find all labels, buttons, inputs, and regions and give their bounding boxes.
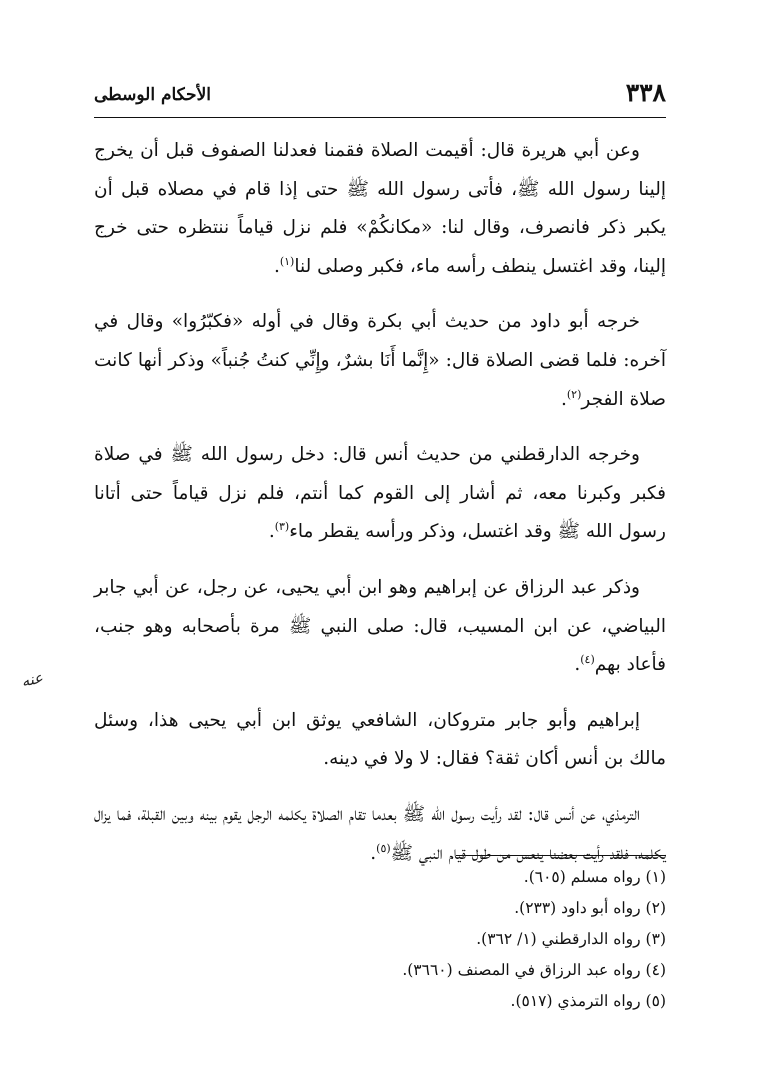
footnotes-list — [94, 862, 666, 1017]
paragraph-abu-dawud — [94, 303, 666, 419]
paragraph-narrator-critique — [94, 702, 666, 779]
footnote-marker: (٣) — [274, 520, 290, 534]
paragraph-text: وخرجه الدارقطني من حديث أنس قال: دخل رسول الله ﷺ في صلاة فكبر وكبرنا معه، ثم أشار إلى القوم كما أنتم، فلم نزل قياماً حتى أتانا رسول الله ﷺ وقد اغتسل، وذكر ورأسه يقطر ماء — [94, 444, 666, 543]
footnote-item: (٢) رواه أبو داود (٢٣٣). — [514, 899, 666, 917]
footnote-marker: (٢) — [566, 387, 582, 401]
footnote-divider — [456, 855, 666, 856]
paragraph-text: خرجه أبو داود من حديث أبي بكرة وقال في أوله «فكبّرُوا» وقال في آخره: فلما قضى الصلاة قال: «إِنَّما أَنَا بشرٌ، وإِنِّي كنتُ جُنباً» وذكر أنها كانت صلاة الفجر — [94, 311, 666, 410]
paragraph-end: . — [273, 255, 280, 277]
footnote-item: (١) رواه مسلم (٦٠٥). — [523, 868, 666, 886]
footnote-marker: (٤) — [580, 652, 595, 666]
footnote-item: (٣) رواه الدارقطني (١/ ٣٦٢). — [476, 930, 666, 948]
paragraph-text: وعن أبي هريرة قال: أقيمت الصلاة فقمنا فعدلنا الصفوف قبل أن يخرج إلينا رسول الله ﷺ، فأتى رسول الله ﷺ حتى إذا قام في مصلاه قبل أن يكبر ذكر فانصرف، وقال لنا: «مكانكُمْ» فلم نزل قياماً ننتظره حتى خرج إلينا، وقد اغتسل ينطف رأسه ماء، فكبر وصلى لنا — [94, 140, 666, 277]
footnote-marker: (٥) — [376, 841, 391, 855]
paragraph-text: إبراهيم وأبو جابر متروكان، الشافعي يوثق ابن أبي يحيى هذا، وسئل مالك بن أنس أكان ثقة؟ فقال: لا ولا في دينه — [94, 709, 666, 770]
paragraph-text: الترمذي، عن أنس قال: لقد رأيت رسول الله ﷺ بعدما تقام الصلاة يكلمه الرجل يقوم بينه وبين القبلة، فما يزال يكلمه، فلقد رأيت بعضنا ينعس من طول قيام النبي ﷺ — [94, 803, 666, 864]
page-header — [94, 78, 666, 114]
paragraph-end: . — [323, 748, 330, 770]
paragraph-end: . — [574, 654, 581, 676]
running-title: الأحكام الوسطى — [94, 85, 211, 105]
header-divider — [94, 117, 666, 118]
paragraph-daraqutni — [94, 436, 666, 552]
paragraph-abd-al-razzaq — [94, 569, 666, 685]
paragraph-end: . — [268, 521, 275, 543]
paragraph-end: . — [560, 388, 567, 410]
paragraph-abu-hurayra — [94, 132, 666, 286]
main-text — [94, 132, 666, 890]
paragraph-end: . — [370, 842, 377, 864]
paragraph-text: وذكر عبد الرزاق عن إبراهيم وهو ابن أبي يحيى، عن رجل، عن أبي جابر البياضي، عن ابن المسيب، قال: صلى النبي ﷺ مرة بأصحابه وهو جنب، فأعاد بهم — [94, 576, 666, 676]
page-number: ٣٣٨ — [625, 78, 666, 107]
handwritten-margin-note: عنه — [19, 668, 45, 691]
footnote-marker: (١) — [279, 254, 295, 268]
footnote-item: (٤) رواه عبد الرزاق في المصنف (٣٦٦٠). — [402, 961, 666, 979]
footnote-item: (٥) رواه الترمذي (٥١٧). — [510, 992, 666, 1010]
